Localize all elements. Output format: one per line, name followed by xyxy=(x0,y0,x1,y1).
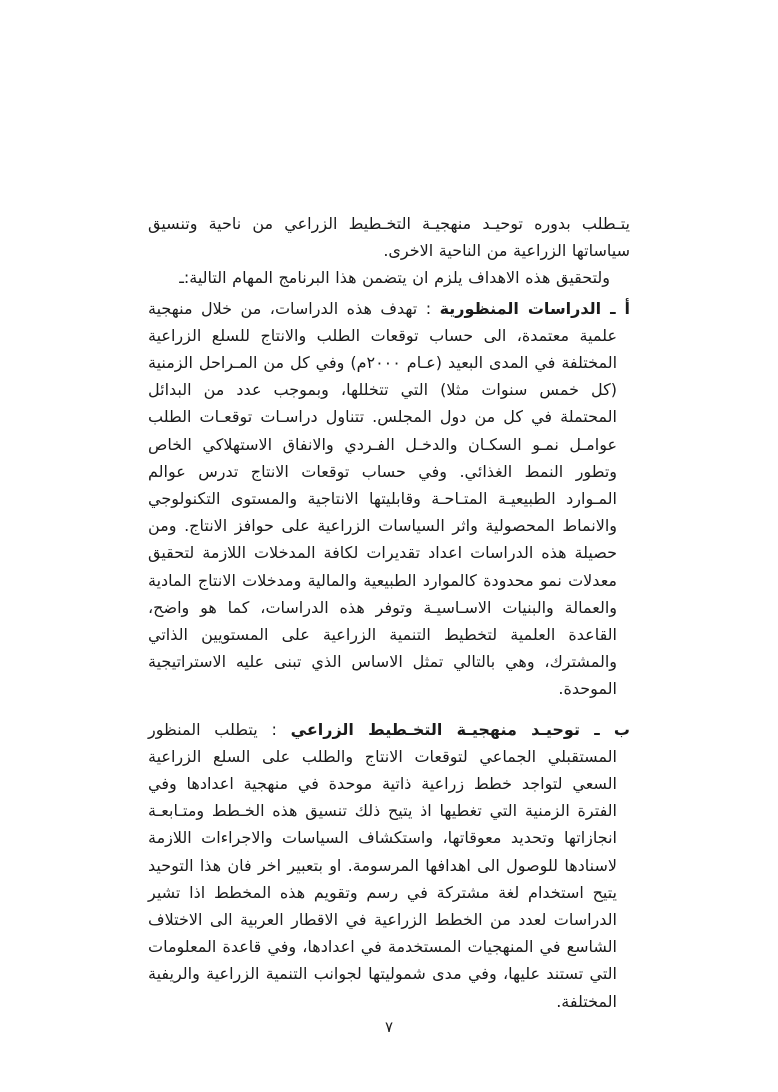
item-a-marker: أ ـ xyxy=(601,298,631,318)
intro-paragraph xyxy=(148,210,630,264)
item-b-separator: : xyxy=(257,719,291,739)
page-number: ٧ xyxy=(384,1018,394,1036)
text-block xyxy=(148,210,630,1015)
item-a-title: الدراسات المنظورية xyxy=(439,298,602,318)
item-b-title: توحيـد منهجيـة التخـطيط الزراعي xyxy=(290,719,580,739)
intro-paragraph-text: يتـطلب بدوره توحيـد منهجيـة التخـطيط الزراعي من ناحية وتنسيق سياساتها الزراعية من الناحية الاخرى. xyxy=(148,214,630,261)
objective-paragraph xyxy=(148,264,630,291)
item-b-body: يتطلب المنظور المستقبلي الجماعي لتوقعات الانتاج والطلب على السلع الزراعية السعي لتواجد خطط زراعية ذاتية موحدة في منهجية اعدادها وفي الفترة الزمنية التي تغطيها اذ يتيح ذلك تنسيق هذه الخـطط ومتـابعـة انجازاتها وتحديد معوقاتها، واستكشاف السياسات والاجراءات اللازمة لاسنادها للوصول الى اهدافها المرسومة. او بتعبير اخر فان هذا التوحيد يتيح استخدام لغة مشتركة في رسم وتقويم هذه المخطط اذا تشير الدراسات لعدد من الخطط الزراعية في الاقطار العربية الى الاختلاف الشاسع في المنهجيات المستخدمة في اعدادها، وفي قاعدة المعلومات التي تستند عليها، وفي مدى شموليتها لجوانب التنمية الزراعية والريفية المختلفة. xyxy=(148,719,617,1011)
item-b-marker: ب ـ xyxy=(579,719,630,739)
objective-paragraph-text: ولتحقيق هذه الاهداف يلزم ان يتضمن هذا البرنامج المهام التالية:ـ xyxy=(179,268,610,288)
list-item-b xyxy=(148,716,630,1015)
item-a-separator: : xyxy=(417,298,440,318)
list-item-a xyxy=(148,295,630,703)
item-a-body: تهدف هذه الدراسات، من خلال منهجية علمية معتمدة، الى حساب توقعات الطلب والانتاج للسلع الزراعية المختلفة في المدى البعيد (عـام ٢٠٠٠م) وفي كل من المـراحل الزمنية (كل خمس سنوات مثلا) التي تتخللها، وبموجب عدد من البدائل المحتملة في كل من دول المجلس. تتناول دراسـات توقعـات الطلب عوامـل نمـو السكـان والدخـل الفـردي والانفاق الاستهلاكي الخاص وتطور النمط الغذائي. وفي حساب توقعات الانتاج تدرس عوالم المـوارد الطبيعيـة المتـاحـة وقابليتها الانتاجية والمستوى التكنولوجي والانماط المحصولية واثر السياسات الزراعية على حوافز الانتاج. ومن حصيلة هذه الدراسات اعداد تقديرات لكافة المدخلات اللازمة لتحقيق معدلات نمو محدودة كالموارد الطبيعية والمالية ومدخلات الانتاج المادية والعمالة والبنيات الاسـاسيـة وتوفر هذه الدراسات، كما هو واضح، القاعدة العلمية لتخطيط التنمية الزراعية على المستويين الذاتي والمشترك، وهي بالتالي تمثل الاساس الذي تبنى عليه الاستراتيجية الموحدة. xyxy=(148,298,618,699)
